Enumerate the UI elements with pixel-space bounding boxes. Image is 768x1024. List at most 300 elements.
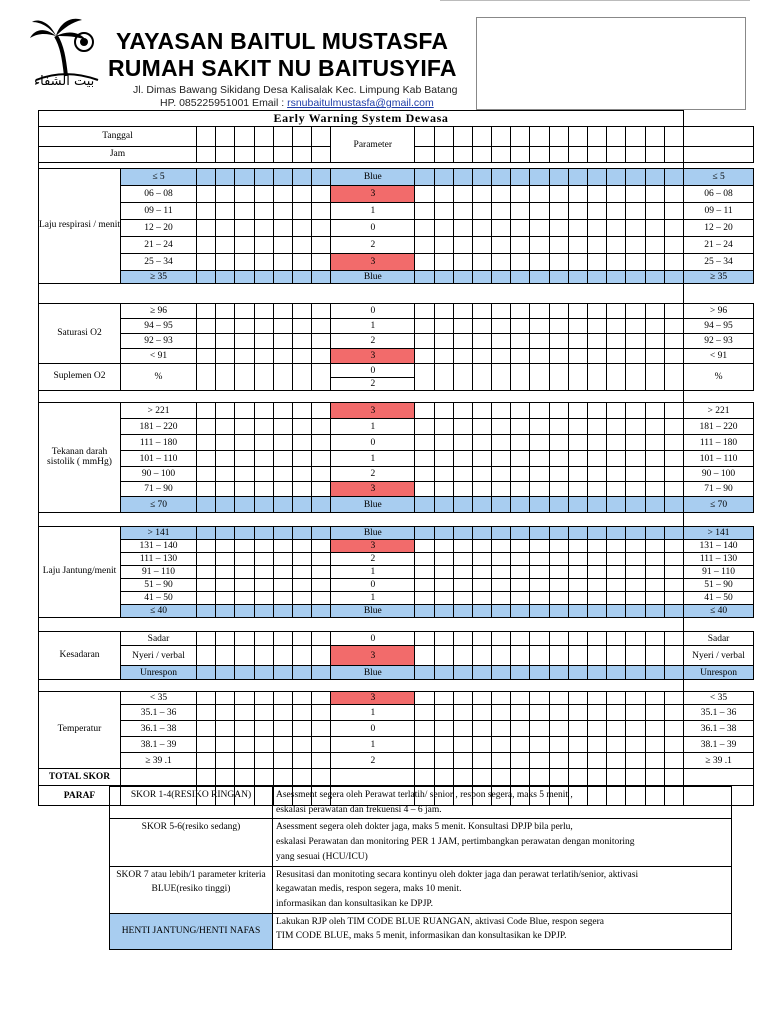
entry-slot[interactable] [254,451,273,467]
entry-slot[interactable] [197,254,216,271]
entry-slot[interactable] [568,497,587,513]
entry-slot[interactable] [626,403,645,419]
entry-slot[interactable] [216,169,235,186]
entry-slot[interactable] [645,186,664,203]
entry-slot[interactable] [434,304,453,319]
entry-slot[interactable] [511,527,530,540]
entry-slot[interactable] [216,147,235,163]
entry-slot[interactable] [549,304,568,319]
entry-slot[interactable] [549,403,568,419]
entry-slot[interactable] [273,769,292,786]
entry-slot[interactable] [472,435,491,451]
entry-slot[interactable] [645,540,664,553]
entry-slot[interactable] [273,566,292,579]
entry-slot[interactable] [235,147,254,163]
entry-slot[interactable] [607,147,626,163]
entry-slot[interactable] [434,666,453,680]
entry-slot[interactable] [216,540,235,553]
entry-slot[interactable] [664,319,683,334]
entry-slot[interactable] [530,147,549,163]
entry-slot[interactable] [197,319,216,334]
entry-slot[interactable] [549,419,568,435]
entry-slot[interactable] [472,304,491,319]
entry-slot[interactable] [453,147,472,163]
entry-slot[interactable] [472,403,491,419]
entry-slot[interactable] [273,304,292,319]
entry-slot[interactable] [453,753,472,769]
entry-slot[interactable] [453,527,472,540]
entry-slot[interactable] [292,319,311,334]
entry-slot[interactable] [664,497,683,513]
entry-slot[interactable] [472,497,491,513]
entry-slot[interactable] [626,566,645,579]
entry-slot[interactable] [312,646,331,666]
entry-slot[interactable] [197,579,216,592]
entry-slot[interactable] [645,467,664,482]
entry-slot[interactable] [530,482,549,497]
entry-slot[interactable] [415,254,434,271]
entry-slot[interactable] [216,451,235,467]
entry-slot[interactable] [472,566,491,579]
entry-slot[interactable] [292,482,311,497]
entry-slot[interactable] [530,666,549,680]
entry-slot[interactable] [235,304,254,319]
entry-slot[interactable] [530,349,549,364]
entry-slot[interactable] [197,403,216,419]
entry-slot[interactable] [645,527,664,540]
entry-slot[interactable] [530,435,549,451]
entry-slot[interactable] [273,482,292,497]
entry-slot[interactable] [472,220,491,237]
entry-slot[interactable] [235,540,254,553]
entry-slot[interactable] [415,482,434,497]
entry-slot[interactable] [568,592,587,605]
entry-slot[interactable] [664,403,683,419]
entry-slot[interactable] [292,540,311,553]
entry-slot[interactable] [607,169,626,186]
entry-slot[interactable] [312,203,331,220]
entry-slot[interactable] [664,271,683,284]
entry-slot[interactable] [664,692,683,705]
entry-slot[interactable] [292,497,311,513]
entry-slot[interactable] [197,186,216,203]
entry-slot[interactable] [626,579,645,592]
entry-slot[interactable] [254,147,273,163]
entry-slot[interactable] [415,435,434,451]
entry-slot[interactable] [197,769,216,786]
entry-slot[interactable] [216,304,235,319]
entry-slot[interactable] [511,566,530,579]
entry-slot[interactable] [588,467,607,482]
entry-slot[interactable] [434,692,453,705]
entry-slot[interactable] [235,451,254,467]
entry-slot[interactable] [453,497,472,513]
entry-slot[interactable] [453,632,472,646]
entry-slot[interactable] [607,186,626,203]
entry-slot[interactable] [549,364,568,391]
entry-slot[interactable] [511,203,530,220]
entry-slot[interactable] [216,254,235,271]
entry-slot[interactable] [664,579,683,592]
entry-slot[interactable] [254,566,273,579]
entry-slot[interactable] [568,605,587,618]
entry-slot[interactable] [549,220,568,237]
entry-slot[interactable] [292,127,311,147]
entry-slot[interactable] [588,271,607,284]
entry-slot[interactable] [511,632,530,646]
entry-slot[interactable] [216,605,235,618]
entry-slot[interactable] [216,666,235,680]
entry-slot[interactable] [588,403,607,419]
entry-slot[interactable] [549,592,568,605]
entry-slot[interactable] [549,451,568,467]
entry-slot[interactable] [607,304,626,319]
entry-slot[interactable] [216,579,235,592]
entry-slot[interactable] [434,364,453,391]
entry-slot[interactable] [216,271,235,284]
entry-slot[interactable] [197,451,216,467]
entry-slot[interactable] [254,127,273,147]
entry-slot[interactable] [511,553,530,566]
entry-slot[interactable] [588,605,607,618]
entry-slot[interactable] [273,579,292,592]
entry-slot[interactable] [472,692,491,705]
entry-slot[interactable] [472,646,491,666]
entry-slot[interactable] [415,403,434,419]
entry-slot[interactable] [415,737,434,753]
entry-slot[interactable] [645,319,664,334]
entry-slot[interactable] [492,147,511,163]
entry-slot[interactable] [492,692,511,705]
entry-slot[interactable] [530,566,549,579]
entry-slot[interactable] [453,419,472,435]
entry-slot[interactable] [607,646,626,666]
entry-slot[interactable] [453,605,472,618]
entry-slot[interactable] [588,737,607,753]
entry-slot[interactable] [453,349,472,364]
entry-slot[interactable] [254,646,273,666]
entry-slot[interactable] [530,364,549,391]
entry-slot[interactable] [626,753,645,769]
entry-slot[interactable] [530,579,549,592]
entry-slot[interactable] [549,721,568,737]
entry-slot[interactable] [607,769,626,786]
entry-slot[interactable] [292,753,311,769]
entry-slot[interactable] [588,319,607,334]
entry-slot[interactable] [254,186,273,203]
entry-slot[interactable] [568,203,587,220]
entry-slot[interactable] [292,186,311,203]
entry-slot[interactable] [273,451,292,467]
entry-slot[interactable] [312,435,331,451]
entry-slot[interactable] [434,540,453,553]
entry-slot[interactable] [312,467,331,482]
entry-slot[interactable] [235,632,254,646]
entry-slot[interactable] [453,127,472,147]
entry-slot[interactable] [492,753,511,769]
entry-slot[interactable] [530,769,549,786]
entry-slot[interactable] [292,553,311,566]
entry-slot[interactable] [607,579,626,592]
entry-slot[interactable] [588,566,607,579]
entry-slot[interactable] [472,579,491,592]
entry-slot[interactable] [607,705,626,721]
entry-slot[interactable] [472,364,491,391]
entry-slot[interactable] [664,753,683,769]
entry-slot[interactable] [235,319,254,334]
entry-slot[interactable] [235,169,254,186]
entry-slot[interactable] [664,127,683,147]
entry-slot[interactable] [415,349,434,364]
entry-slot[interactable] [511,304,530,319]
entry-slot[interactable] [607,632,626,646]
entry-slot[interactable] [254,319,273,334]
entry-slot[interactable] [626,553,645,566]
entry-slot[interactable] [415,319,434,334]
entry-slot[interactable] [273,435,292,451]
entry-slot[interactable] [434,566,453,579]
entry-slot[interactable] [511,705,530,721]
entry-slot[interactable] [549,540,568,553]
entry-slot[interactable] [235,737,254,753]
entry-slot[interactable] [472,271,491,284]
entry-slot[interactable] [588,186,607,203]
entry-slot[interactable] [254,482,273,497]
entry-slot[interactable] [197,540,216,553]
entry-slot[interactable] [530,553,549,566]
entry-slot[interactable] [312,553,331,566]
entry-slot[interactable] [530,127,549,147]
entry-slot[interactable] [568,271,587,284]
entry-slot[interactable] [197,220,216,237]
entry-slot[interactable] [664,147,683,163]
entry-slot[interactable] [197,364,216,391]
entry-slot[interactable] [492,646,511,666]
entry-slot[interactable] [588,705,607,721]
entry-slot[interactable] [626,467,645,482]
entry-slot[interactable] [415,553,434,566]
entry-slot[interactable] [588,579,607,592]
entry-slot[interactable] [530,271,549,284]
entry-slot[interactable] [235,419,254,435]
entry-slot[interactable] [492,666,511,680]
entry-slot[interactable] [273,540,292,553]
entry-slot[interactable] [607,721,626,737]
entry-slot[interactable] [607,605,626,618]
entry-slot[interactable] [254,467,273,482]
entry-slot[interactable] [453,737,472,753]
entry-slot[interactable] [588,451,607,467]
entry-slot[interactable] [434,254,453,271]
entry-slot[interactable] [492,566,511,579]
entry-slot[interactable] [197,632,216,646]
entry-slot[interactable] [197,753,216,769]
entry-slot[interactable] [292,666,311,680]
entry-slot[interactable] [292,349,311,364]
entry-slot[interactable] [472,721,491,737]
entry-slot[interactable] [664,237,683,254]
entry-slot[interactable] [626,435,645,451]
entry-slot[interactable] [292,605,311,618]
entry-slot[interactable] [453,203,472,220]
entry-slot[interactable] [415,451,434,467]
entry-slot[interactable] [664,254,683,271]
entry-slot[interactable] [453,451,472,467]
entry-slot[interactable] [216,497,235,513]
entry-slot[interactable] [492,271,511,284]
entry-slot[interactable] [415,127,434,147]
entry-slot[interactable] [492,721,511,737]
entry-slot[interactable] [626,605,645,618]
entry-slot[interactable] [235,692,254,705]
entry-slot[interactable] [312,451,331,467]
entry-slot[interactable] [216,127,235,147]
entry-slot[interactable] [415,632,434,646]
entry-slot[interactable] [492,497,511,513]
entry-slot[interactable] [312,169,331,186]
entry-slot[interactable] [254,579,273,592]
entry-slot[interactable] [312,527,331,540]
entry-slot[interactable] [664,220,683,237]
entry-slot[interactable] [530,451,549,467]
entry-slot[interactable] [472,254,491,271]
entry-slot[interactable] [197,721,216,737]
entry-slot[interactable] [235,721,254,737]
entry-slot[interactable] [549,349,568,364]
entry-slot[interactable] [664,467,683,482]
entry-slot[interactable] [626,646,645,666]
entry-slot[interactable] [607,451,626,467]
email-link[interactable]: rsnubaitulmustasfa@gmail.com [287,97,434,109]
entry-slot[interactable] [453,705,472,721]
entry-slot[interactable] [254,364,273,391]
entry-slot[interactable] [645,304,664,319]
entry-slot[interactable] [664,334,683,349]
entry-slot[interactable] [235,364,254,391]
entry-slot[interactable] [292,237,311,254]
entry-slot[interactable] [472,632,491,646]
entry-slot[interactable] [453,482,472,497]
entry-slot[interactable] [216,220,235,237]
entry-slot[interactable] [472,705,491,721]
entry-slot[interactable] [415,592,434,605]
entry-slot[interactable] [453,692,472,705]
entry-slot[interactable] [607,334,626,349]
entry-slot[interactable] [588,666,607,680]
entry-slot[interactable] [530,737,549,753]
entry-slot[interactable] [197,705,216,721]
entry-slot[interactable] [492,579,511,592]
entry-slot[interactable] [607,271,626,284]
entry-slot[interactable] [511,769,530,786]
entry-slot[interactable] [530,705,549,721]
entry-slot[interactable] [312,419,331,435]
entry-slot[interactable] [626,632,645,646]
entry-slot[interactable] [492,467,511,482]
entry-slot[interactable] [235,553,254,566]
entry-slot[interactable] [530,203,549,220]
entry-slot[interactable] [645,721,664,737]
entry-slot[interactable] [568,304,587,319]
entry-slot[interactable] [511,403,530,419]
entry-slot[interactable] [235,592,254,605]
entry-slot[interactable] [568,753,587,769]
entry-slot[interactable] [254,721,273,737]
entry-slot[interactable] [235,769,254,786]
entry-slot[interactable] [568,527,587,540]
entry-slot[interactable] [645,566,664,579]
entry-slot[interactable] [626,203,645,220]
entry-slot[interactable] [216,705,235,721]
entry-slot[interactable] [492,203,511,220]
entry-slot[interactable] [549,527,568,540]
entry-slot[interactable] [568,579,587,592]
entry-slot[interactable] [434,632,453,646]
entry-slot[interactable] [273,349,292,364]
entry-slot[interactable] [312,705,331,721]
entry-slot[interactable] [664,769,683,786]
entry-slot[interactable] [216,237,235,254]
entry-slot[interactable] [273,147,292,163]
entry-slot[interactable] [254,769,273,786]
entry-slot[interactable] [273,254,292,271]
entry-slot[interactable] [511,692,530,705]
entry-slot[interactable] [492,169,511,186]
entry-slot[interactable] [511,721,530,737]
entry-slot[interactable] [549,203,568,220]
entry-slot[interactable] [254,271,273,284]
entry-slot[interactable] [626,482,645,497]
entry-slot[interactable] [492,364,511,391]
entry-slot[interactable] [568,147,587,163]
entry-slot[interactable] [453,271,472,284]
entry-slot[interactable] [568,254,587,271]
entry-slot[interactable] [312,186,331,203]
entry-slot[interactable] [273,403,292,419]
entry-slot[interactable] [216,592,235,605]
entry-slot[interactable] [530,334,549,349]
entry-slot[interactable] [197,271,216,284]
entry-slot[interactable] [273,705,292,721]
entry-slot[interactable] [254,169,273,186]
entry-slot[interactable] [434,419,453,435]
entry-slot[interactable] [511,349,530,364]
entry-slot[interactable] [472,605,491,618]
entry-slot[interactable] [472,237,491,254]
entry-slot[interactable] [645,271,664,284]
entry-slot[interactable] [434,553,453,566]
entry-slot[interactable] [235,237,254,254]
entry-slot[interactable] [626,451,645,467]
entry-slot[interactable] [434,646,453,666]
entry-slot[interactable] [254,737,273,753]
entry-slot[interactable] [197,203,216,220]
entry-slot[interactable] [588,592,607,605]
entry-slot[interactable] [568,632,587,646]
entry-slot[interactable] [645,632,664,646]
entry-slot[interactable] [273,319,292,334]
entry-slot[interactable] [492,220,511,237]
entry-slot[interactable] [415,497,434,513]
entry-slot[interactable] [434,579,453,592]
entry-slot[interactable] [415,220,434,237]
entry-slot[interactable] [434,737,453,753]
entry-slot[interactable] [273,666,292,680]
entry-slot[interactable] [530,692,549,705]
entry-slot[interactable] [588,364,607,391]
entry-slot[interactable] [453,319,472,334]
entry-slot[interactable] [549,186,568,203]
